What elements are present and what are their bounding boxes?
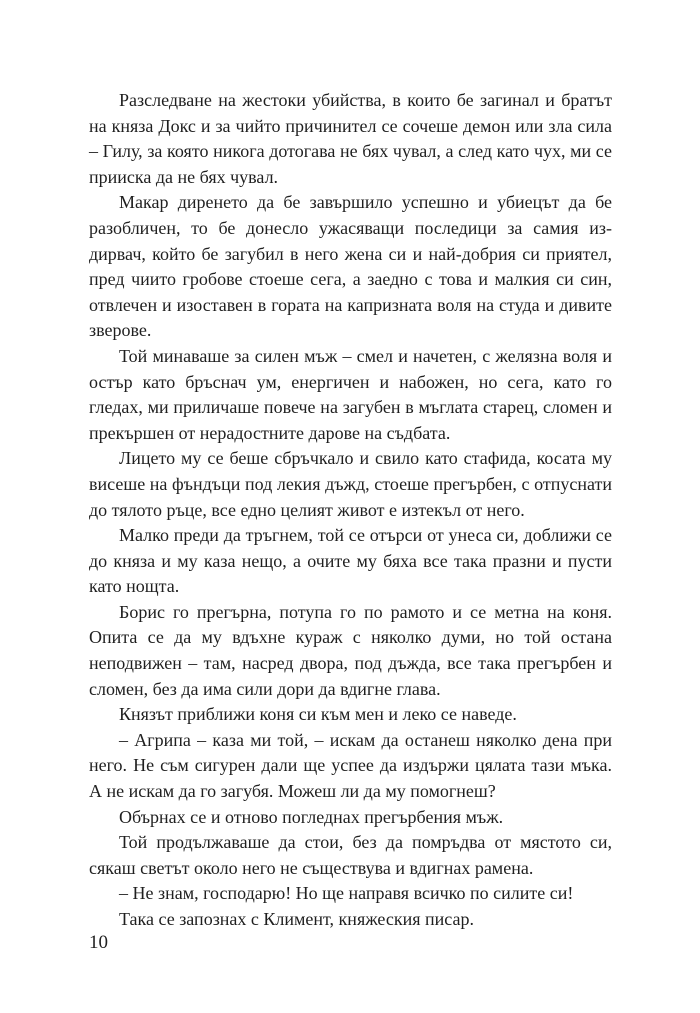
paragraph: Князът приближи коня си към мен и леко се наведе.	[119, 704, 517, 725]
paragraph: Обърнах се и отново погледнах прегърбения мъж.	[119, 806, 504, 827]
paragraph: – Агрипа – каза ми той, – искам да останеш няколко дена при него. Не съм сигурен дали ще успее да издържи цялата тази мъка. А не искам да го загубя. Можеш ли да му помогнеш?	[89, 729, 612, 802]
paragraph: Той минаваше за силен мъж – смел и начетен, с желязна воля и остър като бръснач ум, енергичен и набожен, но сега, като го гледах, ми приличаше повече на загубен в мъглата старец, сломен и прекършен от нерадостните дарове на съдбата.	[89, 345, 612, 443]
page-body	[89, 88, 612, 933]
paragraph: Разследване на жестоки убийства, в които бе загинал и братът на княза Докс и за чийто причинител се сочеше демон или зла сила – Гилу, за която никога дотогава не бях чувал, а след като чух, ми се прииска да не бях чувал.	[89, 90, 612, 187]
paragraph: Той продължаваше да стои, без да помръдва от мястото си, сякаш светът около него не съществува и вдигнах рамена.	[89, 832, 612, 878]
paragraph: – Не знам, господарю! Но ще направя всичко по силите си!	[119, 883, 574, 904]
paragraph: Борис го прегърна, потупа го по рамото и се метна на коня. Опита се да му вдъхне кураж с няколко думи, но той остана неподвижен – там, насред двора, под дъжда, все така прегърбен и сломен, без да има сили дори да вдигне глава.	[89, 601, 612, 699]
page-number: 10	[89, 932, 108, 953]
paragraph: Лицето му се беше сбръчкало и свило като стафида, косата му висеше на фъндъци под лекия дъжд, стоеше прегърбен, с отпуснати до тялото ръце, все едно целият живот е изтекъл от него.	[89, 448, 612, 520]
paragraph: Така се запознах с Климент, княжеския писар.	[119, 909, 474, 929]
paragraph: Малко преди да тръгнем, той се отърси от унеса си, доближи се до княза и му каза нещо, а очите му бяха все така празни и пусти като нощта.	[89, 525, 612, 597]
paragraph: Макар диренето да бе завършило успешно и убиецът да бе разобличен, то бе донесло ужасяващи последици за самия издирвач, който бе загубил в него жена си и най-добрия си приятел, пред чиито гробове стоеше сега, а заедно с това и малкия си син, отвлечен и изоставен в гората на капризната воля на студа и дивите зверове.	[89, 192, 612, 341]
